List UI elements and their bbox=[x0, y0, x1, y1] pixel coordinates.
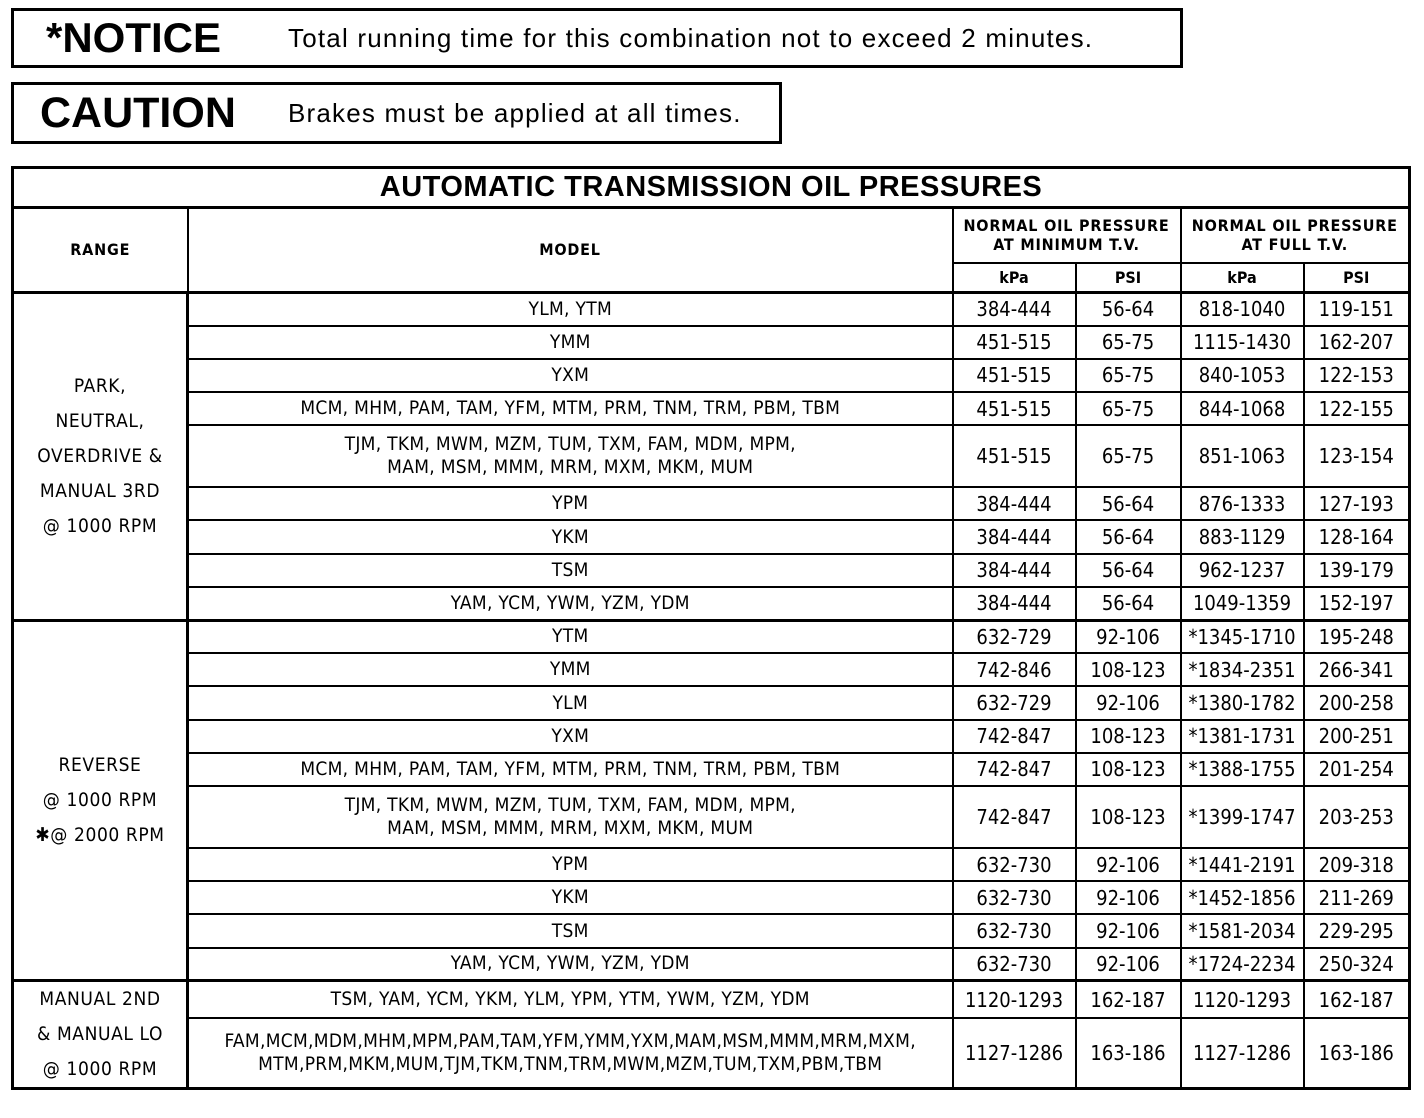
table-row bbox=[13, 686, 1410, 719]
full-psi-cell: 195-248 bbox=[1304, 620, 1410, 653]
table-row bbox=[13, 881, 1410, 914]
min-kpa-cell: 1120-1293 bbox=[953, 981, 1076, 1019]
full-kpa-header: kPa bbox=[1181, 263, 1304, 293]
table-row bbox=[13, 326, 1410, 359]
min-kpa-cell: 742-847 bbox=[953, 786, 1076, 848]
full-psi-cell: 163-186 bbox=[1304, 1018, 1410, 1088]
table-row bbox=[13, 554, 1410, 587]
table-row bbox=[13, 359, 1410, 392]
notice-text: Total running time for this combination not to exceed 2 minutes. bbox=[288, 22, 1094, 53]
table-row bbox=[13, 520, 1410, 553]
min-kpa-cell: 451-515 bbox=[953, 359, 1076, 392]
min-kpa-cell: 632-730 bbox=[953, 881, 1076, 914]
min-psi-cell: 92-106 bbox=[1076, 914, 1181, 947]
full-psi-cell: 203-253 bbox=[1304, 786, 1410, 848]
full-psi-cell: 128-164 bbox=[1304, 520, 1410, 553]
min-psi-header: PSI bbox=[1076, 263, 1181, 293]
full-psi-cell: 122-155 bbox=[1304, 392, 1410, 425]
model-cell: YMM bbox=[188, 653, 953, 686]
model-cell: FAM,MCM,MDM,MHM,MPM,PAM,TAM,YFM,YMM,YXM,MAM,MSM,MMM,MRM,MXM, MTM,PRM,MKM,MUM,TJM,TKM,TNM,TRM,MWM,MZM,TUM,TXM,PBM,TBM bbox=[188, 1018, 953, 1088]
table-row bbox=[13, 720, 1410, 753]
min-kpa-header: kPa bbox=[953, 263, 1076, 293]
full-kpa-cell: 851-1063 bbox=[1181, 425, 1304, 487]
full-kpa-cell: *1452-1856 bbox=[1181, 881, 1304, 914]
table-row bbox=[13, 293, 1410, 326]
full-psi-cell: 127-193 bbox=[1304, 487, 1410, 520]
full-kpa-cell: *1380-1782 bbox=[1181, 686, 1304, 719]
range-header: RANGE bbox=[13, 208, 188, 293]
caution-box bbox=[11, 82, 782, 144]
min-kpa-cell: 451-515 bbox=[953, 326, 1076, 359]
table-row bbox=[13, 786, 1410, 848]
table-row bbox=[13, 948, 1410, 981]
full-psi-cell: 123-154 bbox=[1304, 425, 1410, 487]
table-row bbox=[13, 753, 1410, 786]
range-cell: MANUAL 2ND & MANUAL LO @ 1000 RPM bbox=[13, 981, 188, 1089]
model-cell: YAM, YCM, YWM, YZM, YDM bbox=[188, 948, 953, 981]
min-psi-cell: 163-186 bbox=[1076, 1018, 1181, 1088]
table-row bbox=[13, 914, 1410, 947]
min-psi-cell: 108-123 bbox=[1076, 653, 1181, 686]
min-kpa-cell: 632-729 bbox=[953, 620, 1076, 653]
full-kpa-cell: *1724-2234 bbox=[1181, 948, 1304, 981]
min-kpa-cell: 742-847 bbox=[953, 753, 1076, 786]
min-psi-cell: 65-75 bbox=[1076, 425, 1181, 487]
full-kpa-cell: 1127-1286 bbox=[1181, 1018, 1304, 1088]
full-psi-cell: 162-187 bbox=[1304, 981, 1410, 1019]
min-kpa-cell: 632-729 bbox=[953, 686, 1076, 719]
table-row bbox=[13, 425, 1410, 487]
table-title: AUTOMATIC TRANSMISSION OIL PRESSURES bbox=[13, 168, 1410, 208]
full-psi-cell: 209-318 bbox=[1304, 848, 1410, 881]
min-psi-cell: 56-64 bbox=[1076, 587, 1181, 620]
notice-label: *NOTICE bbox=[46, 14, 222, 61]
table-body bbox=[13, 293, 1410, 1089]
full-kpa-cell: 883-1129 bbox=[1181, 520, 1304, 553]
full-kpa-cell: *1834-2351 bbox=[1181, 653, 1304, 686]
full-kpa-cell: 840-1053 bbox=[1181, 359, 1304, 392]
min-psi-cell: 92-106 bbox=[1076, 848, 1181, 881]
model-cell: TJM, TKM, MWM, MZM, TUM, TXM, FAM, MDM, MPM, MAM, MSM, MMM, MRM, MXM, MKM, MUM bbox=[188, 425, 953, 487]
min-kpa-cell: 742-847 bbox=[953, 720, 1076, 753]
min-psi-cell: 92-106 bbox=[1076, 881, 1181, 914]
model-cell: YAM, YCM, YWM, YZM, YDM bbox=[188, 587, 953, 620]
model-cell: YXM bbox=[188, 359, 953, 392]
full-psi-cell: 162-207 bbox=[1304, 326, 1410, 359]
min-psi-cell: 65-75 bbox=[1076, 392, 1181, 425]
full-tv-header: NORMAL OIL PRESSURE AT FULL T.V. bbox=[1181, 208, 1410, 263]
min-psi-cell: 56-64 bbox=[1076, 293, 1181, 326]
min-kpa-cell: 384-444 bbox=[953, 587, 1076, 620]
min-psi-cell: 92-106 bbox=[1076, 948, 1181, 981]
min-psi-cell: 108-123 bbox=[1076, 786, 1181, 848]
full-psi-cell: 139-179 bbox=[1304, 554, 1410, 587]
caution-text: Brakes must be applied at all times. bbox=[288, 97, 742, 128]
min-psi-cell: 92-106 bbox=[1076, 686, 1181, 719]
min-kpa-cell: 384-444 bbox=[953, 520, 1076, 553]
model-cell: MCM, MHM, PAM, TAM, YFM, MTM, PRM, TNM, TRM, PBM, TBM bbox=[188, 392, 953, 425]
min-kpa-cell: 451-515 bbox=[953, 392, 1076, 425]
full-psi-cell: 122-153 bbox=[1304, 359, 1410, 392]
model-cell: YPM bbox=[188, 487, 953, 520]
min-kpa-cell: 451-515 bbox=[953, 425, 1076, 487]
min-kpa-cell: 384-444 bbox=[953, 554, 1076, 587]
min-psi-cell: 56-64 bbox=[1076, 554, 1181, 587]
full-psi-cell: 266-341 bbox=[1304, 653, 1410, 686]
min-kpa-cell: 384-444 bbox=[953, 293, 1076, 326]
full-psi-cell: 200-258 bbox=[1304, 686, 1410, 719]
full-psi-cell: 250-324 bbox=[1304, 948, 1410, 981]
full-kpa-cell: 1115-1430 bbox=[1181, 326, 1304, 359]
table-row bbox=[13, 620, 1410, 653]
full-kpa-cell: 818-1040 bbox=[1181, 293, 1304, 326]
min-kpa-cell: 384-444 bbox=[953, 487, 1076, 520]
full-kpa-cell: *1399-1747 bbox=[1181, 786, 1304, 848]
model-cell: TSM bbox=[188, 914, 953, 947]
model-cell: YLM bbox=[188, 686, 953, 719]
full-psi-cell: 119-151 bbox=[1304, 293, 1410, 326]
min-psi-cell: 108-123 bbox=[1076, 753, 1181, 786]
min-psi-cell: 92-106 bbox=[1076, 620, 1181, 653]
min-psi-cell: 65-75 bbox=[1076, 359, 1181, 392]
model-cell: MCM, MHM, PAM, TAM, YFM, MTM, PRM, TNM, TRM, PBM, TBM bbox=[188, 753, 953, 786]
table-row bbox=[13, 487, 1410, 520]
model-header: MODEL bbox=[188, 208, 953, 293]
model-cell: TJM, TKM, MWM, MZM, TUM, TXM, FAM, MDM, MPM, MAM, MSM, MMM, MRM, MXM, MKM, MUM bbox=[188, 786, 953, 848]
full-kpa-cell: *1345-1710 bbox=[1181, 620, 1304, 653]
table-row bbox=[13, 981, 1410, 1019]
min-psi-cell: 108-123 bbox=[1076, 720, 1181, 753]
model-cell: YPM bbox=[188, 848, 953, 881]
notice-box bbox=[11, 8, 1183, 68]
full-psi-cell: 201-254 bbox=[1304, 753, 1410, 786]
model-cell: TSM bbox=[188, 554, 953, 587]
min-psi-cell: 65-75 bbox=[1076, 326, 1181, 359]
full-kpa-cell: 844-1068 bbox=[1181, 392, 1304, 425]
oil-pressure-table bbox=[11, 166, 1411, 1090]
model-cell: YXM bbox=[188, 720, 953, 753]
model-cell: TSM, YAM, YCM, YKM, YLM, YPM, YTM, YWM, YZM, YDM bbox=[188, 981, 953, 1019]
caution-label: CAUTION bbox=[40, 88, 236, 137]
min-kpa-cell: 1127-1286 bbox=[953, 1018, 1076, 1088]
full-kpa-cell: 876-1333 bbox=[1181, 487, 1304, 520]
table-row bbox=[13, 587, 1410, 620]
min-kpa-cell: 632-730 bbox=[953, 848, 1076, 881]
table-row bbox=[13, 1018, 1410, 1088]
model-cell: YMM bbox=[188, 326, 953, 359]
range-cell: REVERSE @ 1000 RPM ✱@ 2000 RPM bbox=[13, 620, 188, 981]
min-psi-cell: 56-64 bbox=[1076, 520, 1181, 553]
model-cell: YKM bbox=[188, 881, 953, 914]
full-psi-cell: 211-269 bbox=[1304, 881, 1410, 914]
range-cell: PARK, NEUTRAL, OVERDRIVE & MANUAL 3RD @ 1000 RPM bbox=[13, 293, 188, 621]
full-psi-header: PSI bbox=[1304, 263, 1410, 293]
full-psi-cell: 229-295 bbox=[1304, 914, 1410, 947]
full-kpa-cell: *1388-1755 bbox=[1181, 753, 1304, 786]
model-cell: YKM bbox=[188, 520, 953, 553]
table-row bbox=[13, 392, 1410, 425]
model-cell: YLM, YTM bbox=[188, 293, 953, 326]
min-kpa-cell: 632-730 bbox=[953, 914, 1076, 947]
full-kpa-cell: 962-1237 bbox=[1181, 554, 1304, 587]
model-cell: YTM bbox=[188, 620, 953, 653]
min-kpa-cell: 742-846 bbox=[953, 653, 1076, 686]
table-row bbox=[13, 848, 1410, 881]
min-psi-cell: 56-64 bbox=[1076, 487, 1181, 520]
min-psi-cell: 162-187 bbox=[1076, 981, 1181, 1019]
full-psi-cell: 152-197 bbox=[1304, 587, 1410, 620]
full-kpa-cell: 1049-1359 bbox=[1181, 587, 1304, 620]
full-kpa-cell: *1381-1731 bbox=[1181, 720, 1304, 753]
min-kpa-cell: 632-730 bbox=[953, 948, 1076, 981]
min-tv-header: NORMAL OIL PRESSURE AT MINIMUM T.V. bbox=[953, 208, 1181, 263]
full-psi-cell: 200-251 bbox=[1304, 720, 1410, 753]
table-row bbox=[13, 653, 1410, 686]
full-kpa-cell: 1120-1293 bbox=[1181, 981, 1304, 1019]
full-kpa-cell: *1581-2034 bbox=[1181, 914, 1304, 947]
full-kpa-cell: *1441-2191 bbox=[1181, 848, 1304, 881]
